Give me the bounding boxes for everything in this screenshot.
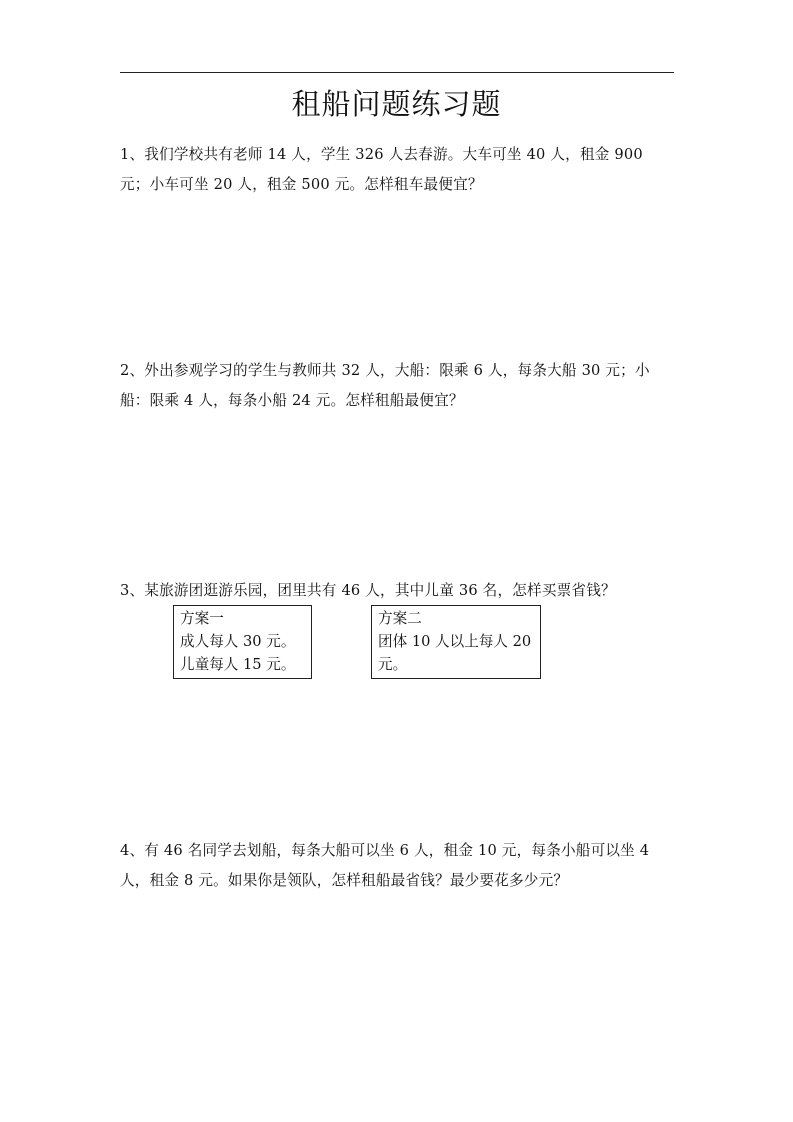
question-1: 1、我们学校共有老师 14 人，学生 326 人去春游。大车可坐 40 人，租金 900 元；小车可坐 20 人，租金 500 元。怎样租车最便宜？ <box>120 146 643 193</box>
plan-1-line-1: 成人每人 30 元。 <box>180 633 296 650</box>
plan-1-name: 方案一 <box>180 610 224 627</box>
header-rule <box>120 72 674 73</box>
plan-box-1 <box>173 605 312 679</box>
plan-1-line-2: 儿童每人 15 元。 <box>180 656 296 673</box>
question-2: 2、外出参观学习的学生与教师共 32 人，大船：限乘 6 人，每条大船 30 元；小船：限乘 4 人，每条小船 24 元。怎样租船最便宜？ <box>120 362 650 409</box>
plan-2-line-1: 团体 10 人以上每人 20 <box>378 633 532 650</box>
question-3: 3、某旅游团逛游乐园，团里共有 46 人，其中儿童 36 名，怎样买票省钱？ <box>120 582 616 599</box>
plan-box-2 <box>371 605 541 679</box>
question-4: 4、有 46 名同学去划船，每条大船可以坐 6 人，租金 10 元，每条小船可以坐 4 人，租金 8 元。如果你是领队，怎样租船最省钱？最少要花多少元？ <box>120 842 650 889</box>
plan-2-name: 方案二 <box>378 610 422 627</box>
page-title: 租船问题练习题 <box>291 87 502 121</box>
plan-2-line-2: 元。 <box>378 656 408 673</box>
